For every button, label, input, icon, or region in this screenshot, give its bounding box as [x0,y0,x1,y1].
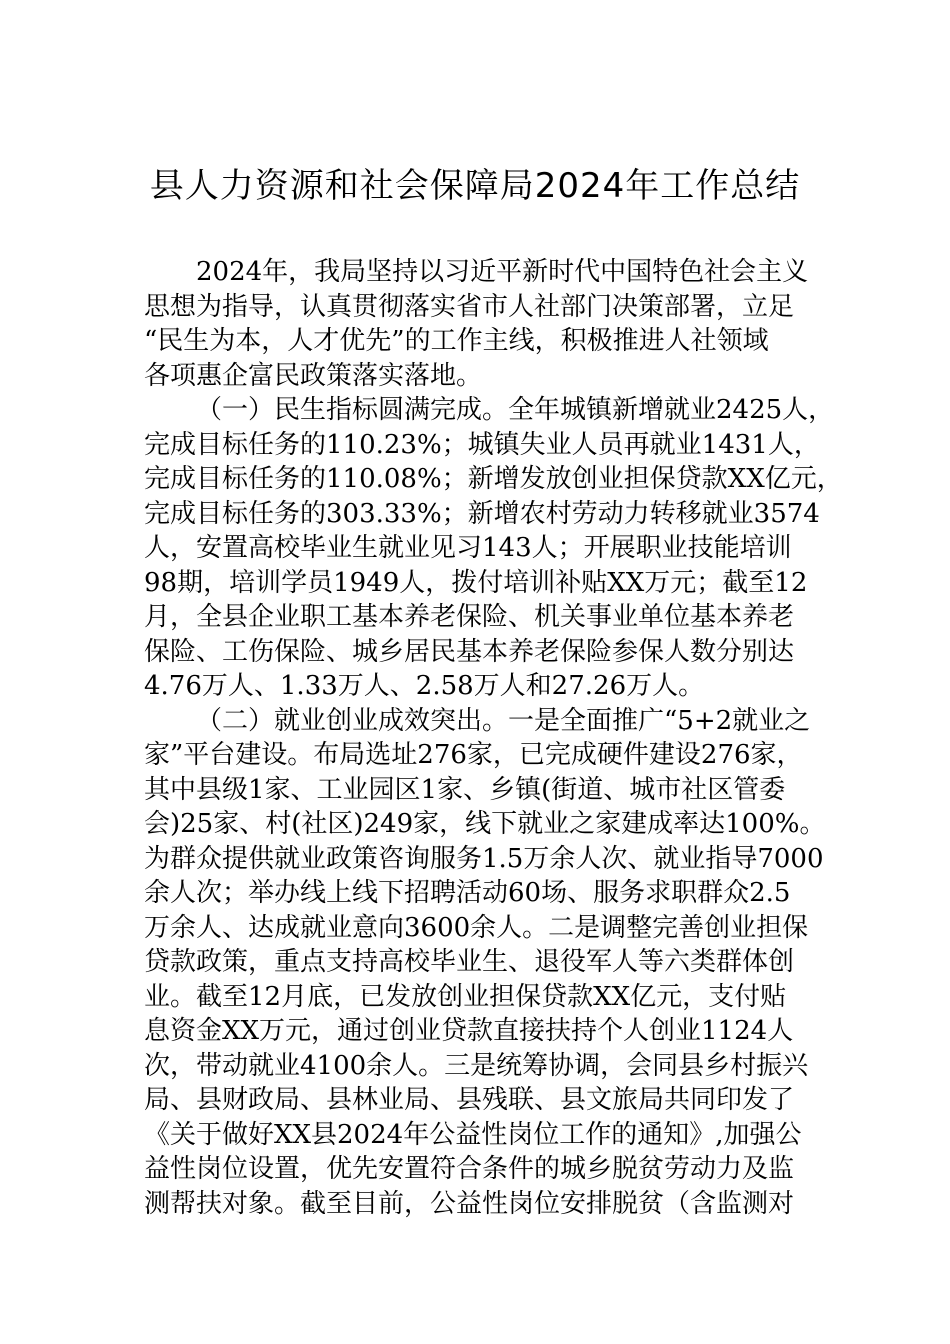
text-line: 业。截至12月底，已发放创业担保贷款XX亿元，支付贴 [144,981,787,1012]
document-body [144,255,843,1221]
text-line: “民生为本，人才优先”的工作主线，积极推进人社领域 [144,326,769,356]
text-line: 思想为指导，认真贯彻落实省市人社部门决策部署，立足 [144,291,795,322]
text-line: 《关于做好XX县2024年公益性岗位工作的通知》,加强公 [144,1119,802,1150]
text-line: 为群众提供就业政策咨询服务1.5万余人次、就业指导7000 [144,843,824,874]
text-line: 次，带动就业4100余人。三是统筹协调，会同县乡村振兴 [144,1050,809,1081]
text-line: 其中县级1家、工业园区1家、乡镇(街道、城市社区管委 [144,774,786,805]
text-line: 保险、工伤保险、城乡居民基本养老保险参保人数分别达 [144,636,795,667]
text-line: 益性岗位设置，优先安置符合条件的城乡脱贫劳动力及监 [144,1154,795,1184]
text-line: 局、县财政局、县林业局、县残联、县文旅局共同印发了 [144,1085,795,1115]
text-line: 人，安置高校毕业生就业见习143人；开展职业技能培训 [144,533,792,563]
text-line: 月，全县企业职工基本养老保险、机关事业单位基本养老 [144,602,795,632]
text-line: 各项惠企富民政策落实落地。 [144,360,483,391]
text-line: 贷款政策，重点支持高校毕业生、退役军人等六类群体创 [144,947,795,977]
text-line: 完成目标任务的110.23%；城镇失业人员再就业1431人， [144,429,820,460]
text-line: 4.76万人、1.33万人、2.58万人和27.26万人。 [144,671,705,701]
document-title: 县人力资源和社会保障局2024年工作总结 [149,166,801,206]
paragraph-first-line: （一）民生指标圆满完成。全年城镇新增就业2425人， [196,395,835,425]
text-line: 余人次；举办线上线下招聘活动60场、服务求职群众2.5 [144,878,791,908]
text-line: 测帮扶对象。截至目前，公益性岗位安排脱贫（含监测对 [144,1188,795,1219]
paragraph-first-line: 2024年，我局坚持以习近平新时代中国特色社会主义 [196,257,809,287]
text-line: 息资金XX万元，通过创业贷款直接扶持个人创业1124人 [144,1016,794,1046]
paragraph-first-line: （二）就业创业成效突出。一是全面推广“5+2就业之 [196,705,811,736]
text-line: 完成目标任务的110.08%；新增发放创业担保贷款XX亿元， [144,464,843,494]
text-line: 会)25家、村(社区)249家，线下就业之家建成率达100%。 [144,809,826,839]
text-line: 家”平台建设。布局选址276家，已完成硬件建设276家， [144,740,803,770]
text-line: 万余人、达成就业意向3600余人。二是调整完善创业担保 [144,912,809,943]
text-line: 98期，培训学员1949人，拨付培训补贴XX万元；截至12 [144,567,808,598]
text-line: 完成目标任务的303.33%；新增农村劳动力转移就业3574 [144,498,820,529]
